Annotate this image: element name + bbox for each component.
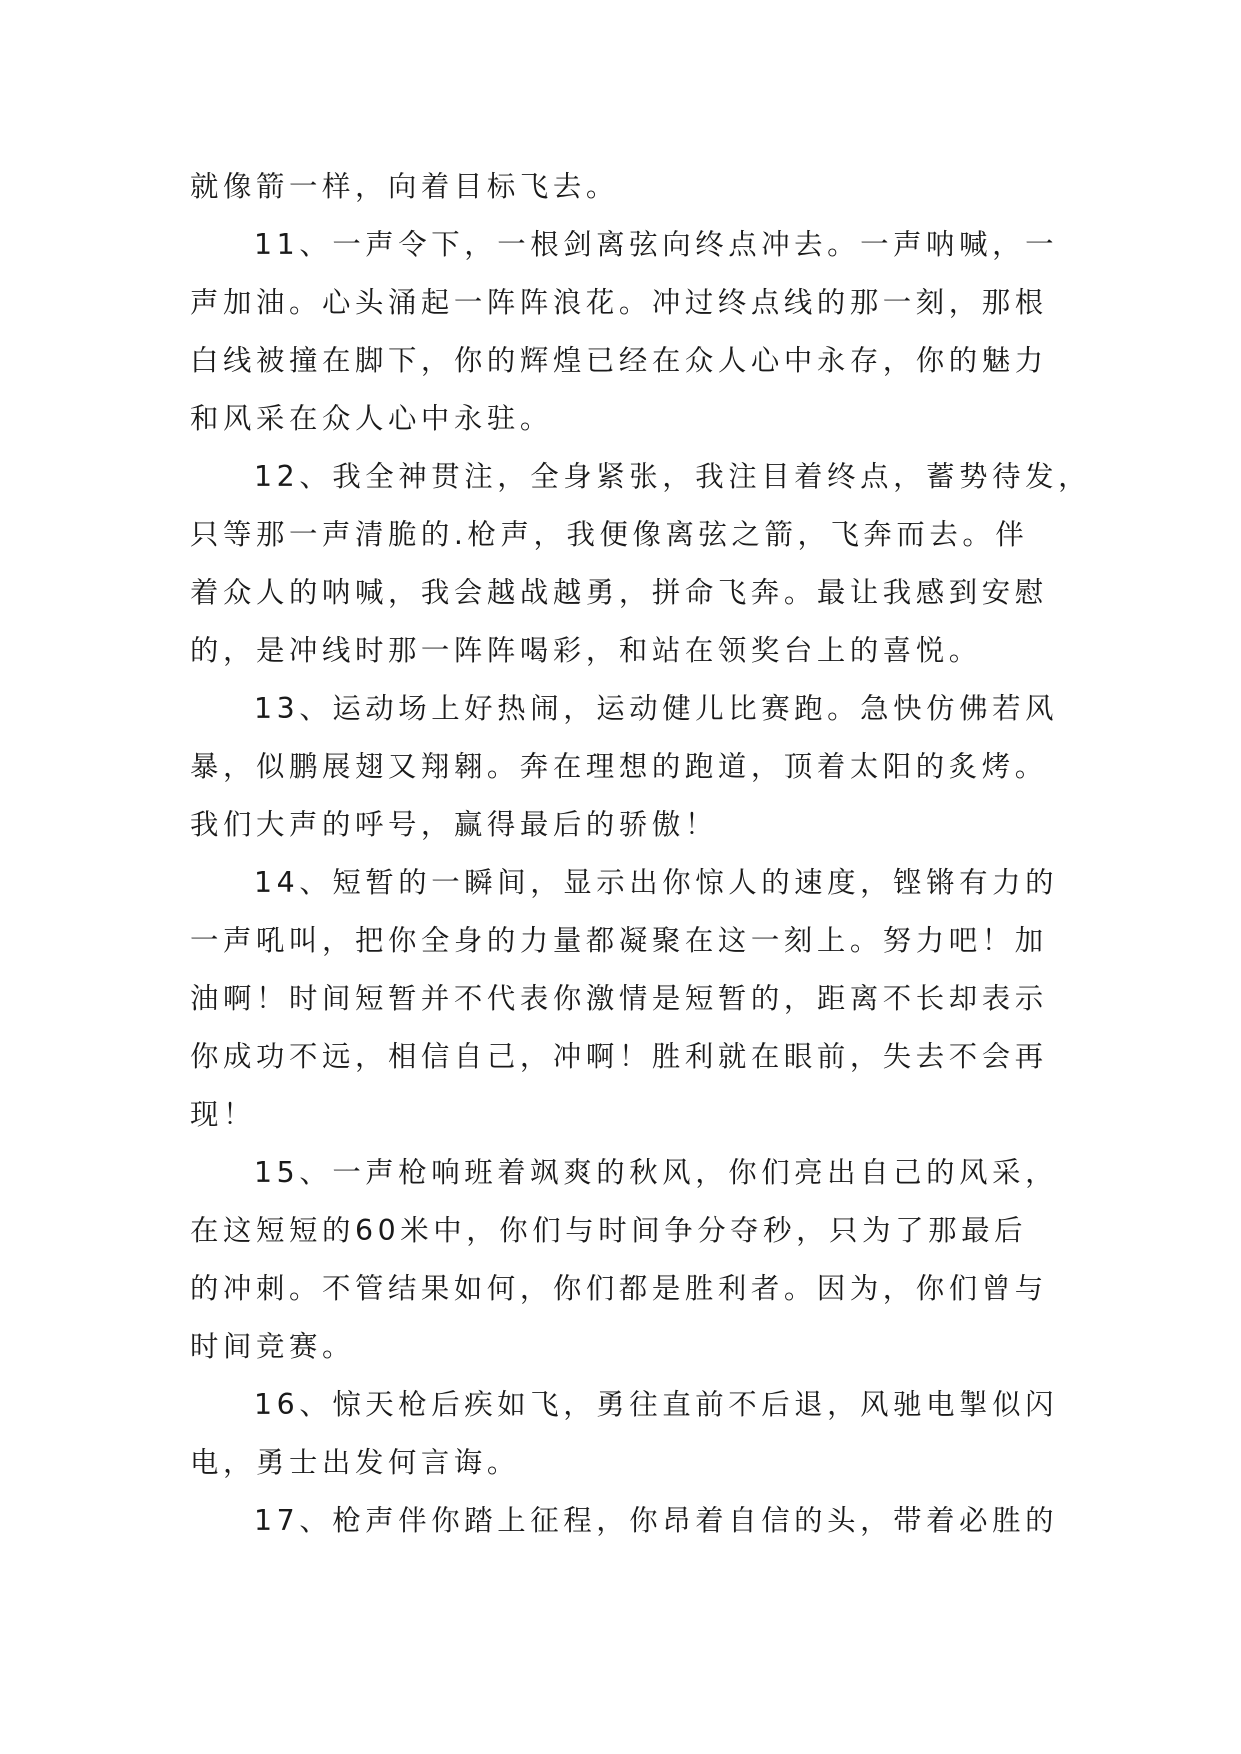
text-line: 白线被撞在脚下，你的辉煌已经在众人心中永存，你的魅力	[190, 344, 1048, 377]
paragraph-p10-tail	[190, 158, 1070, 216]
text-line: 11、一声令下，一根剑离弦向终点冲去。一声呐喊，一	[254, 228, 1059, 261]
text-line: 在这短短的60米中，你们与时间争分夺秒，只为了那最后	[190, 1214, 1028, 1247]
text-line: 16、惊天枪后疾如飞，勇往直前不后退，风驰电掣似闪	[254, 1388, 1059, 1421]
text-line: 油啊！时间短暂并不代表你激情是短暂的，距离不长却表示	[190, 982, 1048, 1015]
text-line: 时间竞赛。	[190, 1330, 355, 1363]
paragraph-p11	[190, 216, 1070, 448]
paragraph-p13	[190, 680, 1070, 854]
document-body	[190, 158, 1092, 1550]
paragraph-p12	[190, 448, 1092, 680]
text-line: 12、我全神贯注，全身紧张，我注目着终点，蓄势待发，	[254, 460, 1092, 493]
text-line: 着众人的呐喊，我会越战越勇，拼命飞奔。最让我感到安慰	[190, 576, 1048, 609]
text-line: 你成功不远，相信自己，冲啊！胜利就在眼前，失去不会再	[190, 1040, 1048, 1073]
text-line: 一声吼叫，把你全身的力量都凝聚在这一刻上。努力吧！加	[190, 924, 1048, 957]
text-line: 17、枪声伴你踏上征程，你昂着自信的头，带着必胜的	[254, 1504, 1059, 1537]
text-line: 就像箭一样，向着目标飞去。	[190, 170, 619, 203]
text-line: 15、一声枪响班着飒爽的秋风，你们亮出自己的风采，	[254, 1156, 1059, 1189]
text-line: 现！	[190, 1098, 256, 1131]
text-line: 的，是冲线时那一阵阵喝彩，和站在领奖台上的喜悦。	[190, 634, 982, 667]
text-line: 声加油。心头涌起一阵阵浪花。冲过终点线的那一刻，那根	[190, 286, 1048, 319]
text-line: 14、短暂的一瞬间，显示出你惊人的速度，铿锵有力的	[254, 866, 1059, 899]
text-line: 暴，似鹏展翅又翔翱。奔在理想的跑道，顶着太阳的炙烤。	[190, 750, 1048, 783]
text-line: 我们大声的呼号，赢得最后的骄傲！	[190, 808, 718, 841]
paragraph-p14	[190, 854, 1070, 1144]
paragraph-p16	[190, 1376, 1070, 1492]
text-line: 电，勇士出发何言诲。	[190, 1446, 520, 1479]
paragraph-p15	[190, 1144, 1070, 1376]
text-line: 13、运动场上好热闹，运动健儿比赛跑。急快仿佛若风	[254, 692, 1059, 725]
text-line: 和风采在众人心中永驻。	[190, 402, 553, 435]
text-line: 的冲刺。不管结果如何，你们都是胜利者。因为，你们曾与	[190, 1272, 1048, 1305]
text-line: 只等那一声清脆的.枪声，我便像离弦之箭，飞奔而去。伴	[190, 518, 1029, 551]
paragraph-p17	[190, 1492, 1070, 1550]
